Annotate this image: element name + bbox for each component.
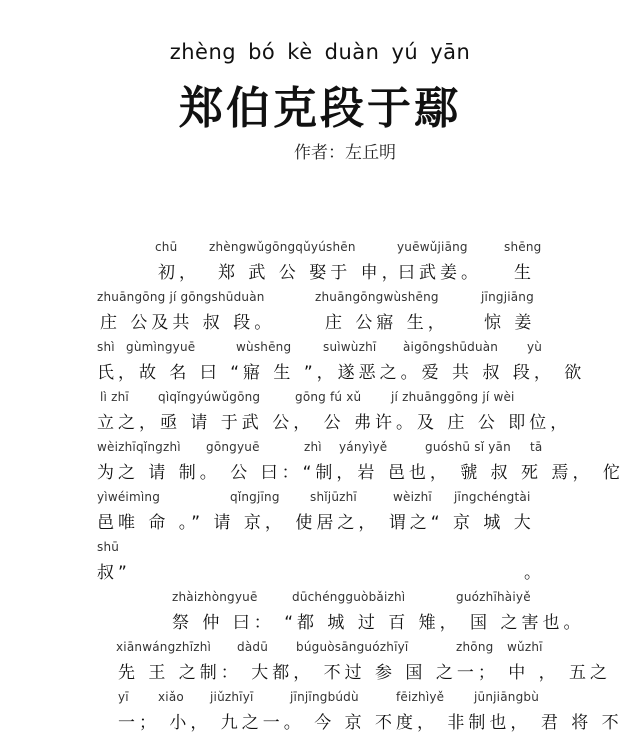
- pinyin-segment: wèizhī: [393, 490, 432, 504]
- text-segment: 立之，亟 请 于武 公， 公 弗许。及 庄 公 即位，: [97, 413, 572, 433]
- pinyin-segment: jīngjiāng: [481, 290, 534, 304]
- pinyin-segment: shì: [97, 340, 115, 354]
- pinyin-segment: wùshēng: [236, 340, 292, 354]
- pinyin-segment: guóshū sǐ yān: [425, 440, 511, 454]
- pinyin-segment: jí zhuānggōng jí wèi: [391, 390, 515, 404]
- pinyin-segment: shēng: [504, 240, 542, 254]
- title-pinyin-syllable: duàn: [324, 40, 380, 64]
- pinyin-segment: lì zhī: [100, 390, 129, 404]
- text-segment: 一； 小， 九之一。 今 京 不度， 非制也， 君 将 不: [118, 713, 623, 733]
- text-segment: 郑 武 公 娶于 申，: [218, 263, 403, 283]
- text-line: [0, 538, 640, 588]
- pinyin-segment: búguòsānguózhīyī: [296, 640, 409, 654]
- title-pinyin-syllable: zhèng: [169, 40, 237, 64]
- pinyin-segment: yī: [118, 690, 129, 704]
- pinyin-segment: yìwéimìng: [97, 490, 161, 504]
- text-segment: 惊 姜: [484, 313, 536, 333]
- pinyin-segment: àigōngshūduàn: [403, 340, 499, 354]
- pinyin-segment: zhuāngōng jí gōngshūduàn: [97, 290, 265, 304]
- text-line: [0, 688, 640, 738]
- pinyin-segment: yuēwǔjiāng: [397, 240, 468, 254]
- pinyin-segment: suìwùzhī: [323, 340, 377, 354]
- text-line: [0, 288, 640, 338]
- pinyin-segment: tā: [530, 440, 543, 454]
- pinyin-segment: xiānwángzhīzhì: [116, 640, 212, 654]
- text-line: [0, 388, 640, 438]
- pinyin-segment: jūnjiāngbù: [474, 690, 540, 704]
- text-line: [0, 438, 640, 488]
- text-line: [0, 638, 640, 688]
- pinyin-segment: guózhīhàiyě: [456, 590, 531, 604]
- pinyin-segment: yù: [527, 340, 543, 354]
- title-pinyin: [0, 40, 640, 64]
- text-segment: 庄 公及共 叔 段。: [100, 313, 276, 333]
- text-line: [0, 238, 640, 288]
- pinyin-segment: dūchéngguòbǎizhì: [292, 590, 406, 604]
- text-segment: 曰武姜。: [398, 263, 482, 283]
- title-pinyin-syllable: bó: [248, 40, 276, 64]
- title-pinyin-syllable: yú: [391, 40, 419, 64]
- pinyin-segment: qǐngjīng: [230, 490, 280, 504]
- pinyin-segment: dàdū: [237, 640, 268, 654]
- pinyin-segment: shū: [97, 540, 120, 554]
- author-line: 作者：左丘明: [294, 143, 396, 163]
- pinyin-segment: xiǎo: [158, 690, 184, 704]
- pinyin-segment: gōng fú xǔ: [295, 390, 362, 404]
- pinyin-segment: jiǔzhīyī: [210, 690, 254, 704]
- text-segment: 初，: [158, 263, 200, 283]
- pinyin-segment: chū: [155, 240, 178, 254]
- pinyin-segment: jīngchéngtài: [454, 490, 531, 504]
- text-segment: 。: [524, 563, 545, 583]
- text-line: [0, 338, 640, 388]
- pinyin-segment: shǐjūzhī: [310, 490, 357, 504]
- pinyin-segment: zhuāngōngwùshēng: [315, 290, 439, 304]
- pinyin-segment: zhèngwǔgōngqǔyúshēn: [209, 240, 356, 254]
- pinyin-segment: wèizhīqǐngzhì: [97, 440, 181, 454]
- pinyin-segment: gōngyuē: [206, 440, 260, 454]
- page-title: 郑伯克段于鄢: [179, 83, 461, 134]
- text-segment: 先 王 之制： 大都， 不过 参 国 之一； 中 ， 五之: [118, 663, 612, 683]
- pinyin-segment: jīnjīngbúdù: [290, 690, 359, 704]
- pinyin-segment: zhì: [304, 440, 322, 454]
- pinyin-segment: zhōng: [456, 640, 494, 654]
- pinyin-segment: fēizhìyě: [396, 690, 445, 704]
- pinyin-segment: wǔzhī: [507, 640, 543, 654]
- title-pinyin-syllable: yān: [430, 40, 471, 64]
- text-segment: 邑唯 命 。” 请 京， 使居之， 谓之“ 京 城 大: [97, 513, 535, 533]
- text-segment: 庄 公寤 生，: [325, 313, 449, 333]
- text-segment: 氏，故 名 曰 “寤 生 ”，遂恶之。爱 共 叔 段， 欲: [97, 363, 586, 383]
- text-segment: 叔”: [97, 563, 131, 583]
- pinyin-segment: yányìyě: [339, 440, 388, 454]
- pinyin-segment: qìqǐngyúwǔgōng: [158, 390, 261, 404]
- text-segment: 为之 请 制。 公 曰：“制，岩 邑也， 虢 叔 死 焉， 佗: [97, 463, 624, 483]
- pinyin-segment: zhàizhòngyuē: [172, 590, 258, 604]
- text-segment: 生: [514, 263, 535, 283]
- text-line: [0, 588, 640, 638]
- text-line: [0, 488, 640, 538]
- text-segment: 祭 仲 曰： “都 城 过 百 雉， 国 之害也。: [172, 613, 585, 633]
- title-pinyin-syllable: kè: [287, 40, 313, 64]
- pinyin-segment: gùmìngyuē: [126, 340, 196, 354]
